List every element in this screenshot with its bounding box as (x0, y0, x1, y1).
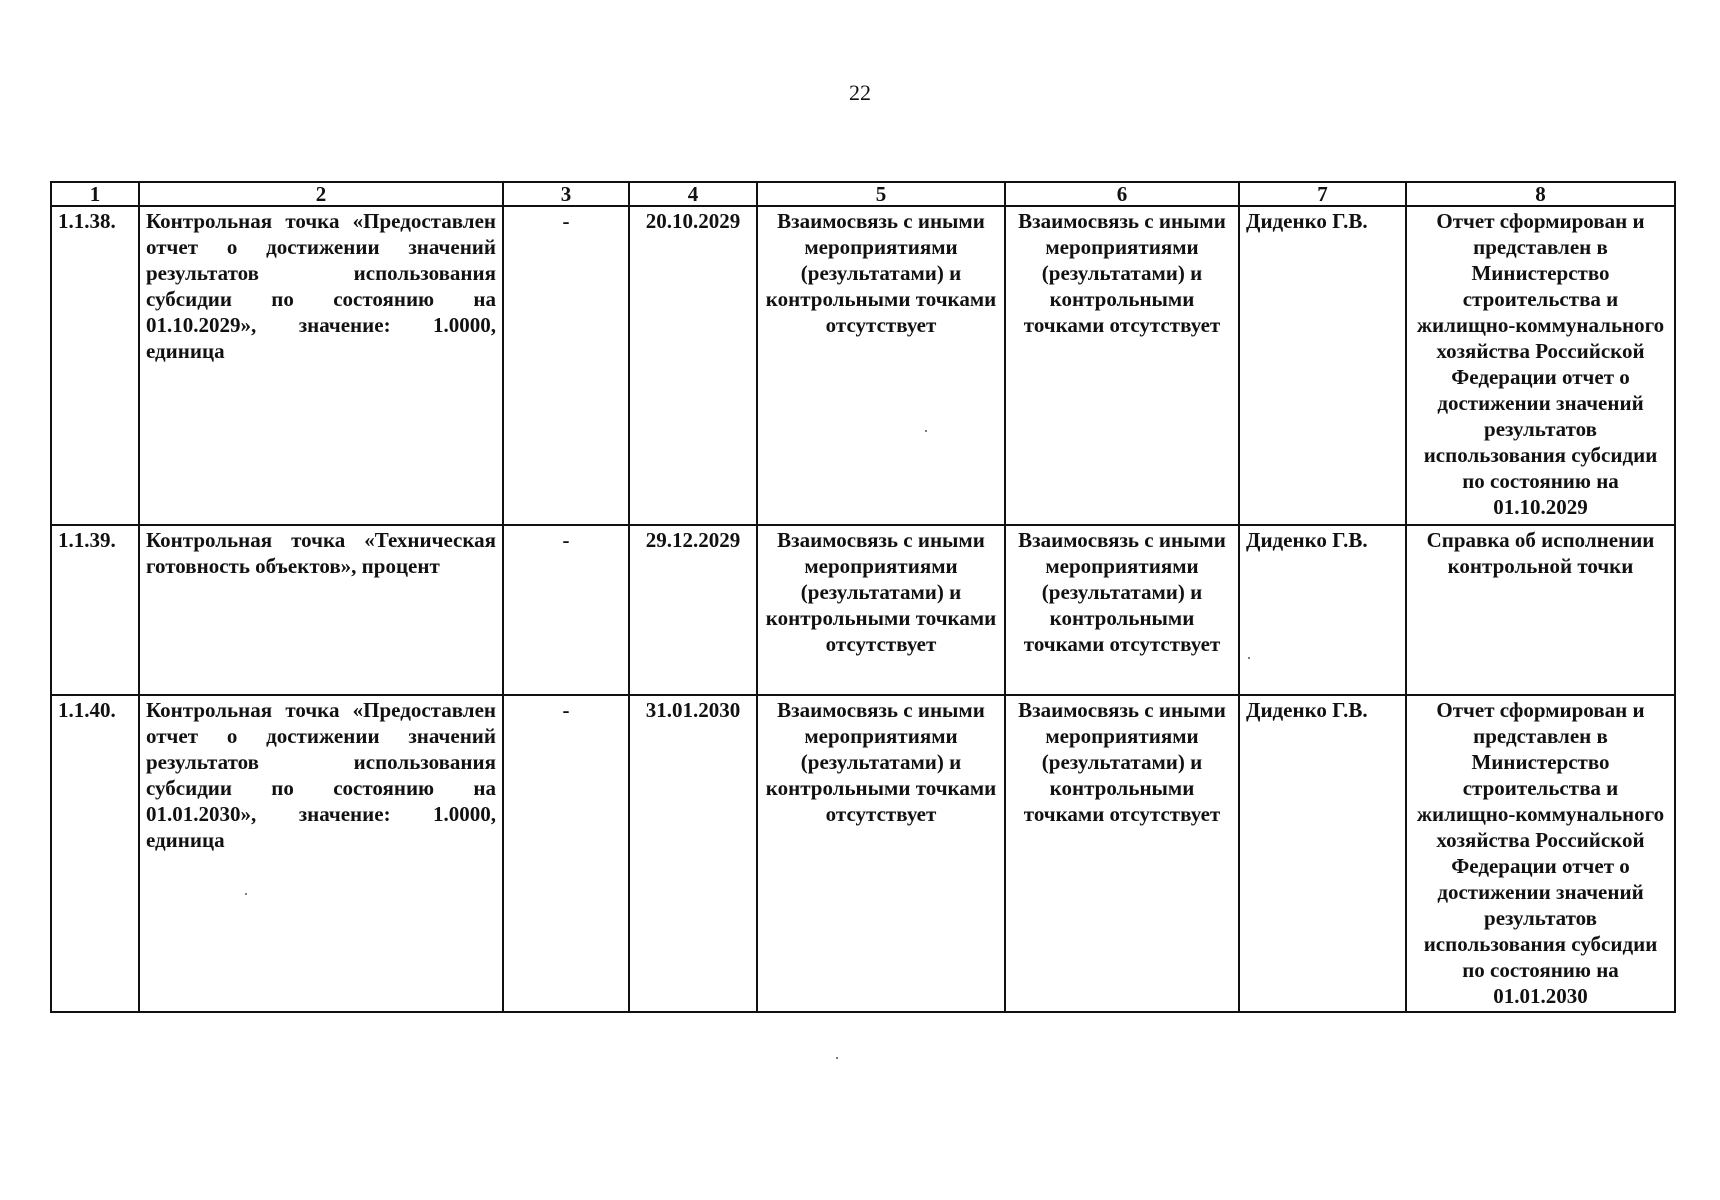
row-number: 1.1.40. (51, 695, 139, 1012)
result-description: Отчет сформирован и представлен в Министерство строительства и жилищно-коммунального хозяйства Российской Федерации отчет о достижении значений результатов использования субсидии по состоянию на 01.10.2029 (1406, 206, 1675, 525)
column-header-7: 7 (1239, 182, 1406, 206)
due-date: 31.01.2030 (629, 695, 757, 1012)
relation-activities: Взаимосвязь с иными мероприятиями (результатами) и контрольными точками отсутствует (757, 525, 1005, 695)
due-date: 29.12.2029 (629, 525, 757, 695)
column-header-2: 2 (139, 182, 503, 206)
scan-speck (1248, 657, 1250, 659)
relation-activities: Взаимосвязь с иными мероприятиями (результатами) и контрольными точками отсутствует (757, 695, 1005, 1012)
scan-speck (836, 1057, 838, 1059)
checkpoint-name: Контрольная точка «Предоставлен отчет о достижении значений результатов использования субсидии по состоянию на 01.10.2029», значение: 1.0000, единица (139, 206, 503, 525)
responsible-person: Диденко Г.В. (1239, 525, 1406, 695)
scan-speck (925, 430, 927, 432)
column-header-6: 6 (1005, 182, 1239, 206)
relation-activities: Взаимосвязь с иными мероприятиями (результатами) и контрольными точками отсутствует (757, 206, 1005, 525)
responsible-person: Диденко Г.В. (1239, 695, 1406, 1012)
page-number: 22 (849, 80, 871, 105)
table-row (51, 525, 1675, 695)
relation-results: Взаимосвязь с иными мероприятиями (результатами) и контрольными точками отсутствует (1005, 206, 1239, 525)
column-header-3: 3 (503, 182, 629, 206)
column-header-5: 5 (757, 182, 1005, 206)
checkpoint-name: Контрольная точка «Предоставлен отчет о достижении значений результатов использования субсидии по состоянию на 01.01.2030», значение: 1.0000, единица (139, 695, 503, 1012)
checkpoint-table (50, 181, 1676, 1013)
row-number: 1.1.39. (51, 525, 139, 695)
column-header-8: 8 (1406, 182, 1675, 206)
result-description: Отчет сформирован и представлен в Министерство строительства и жилищно-коммунального хозяйства Российской Федерации отчет о достижении значений результатов использования субсидии по состоянию на 01.01.2030 (1406, 695, 1675, 1012)
column-3-value: - (503, 206, 629, 525)
relation-results: Взаимосвязь с иными мероприятиями (результатами) и контрольными точками отсутствует (1005, 695, 1239, 1012)
table-row (51, 695, 1675, 1012)
column-header-4: 4 (629, 182, 757, 206)
checkpoint-name: Контрольная точка «Техническая готовность объектов», процент (139, 525, 503, 695)
responsible-person: Диденко Г.В. (1239, 206, 1406, 525)
table-row (51, 206, 1675, 525)
row-number: 1.1.38. (51, 206, 139, 525)
due-date: 20.10.2029 (629, 206, 757, 525)
column-header-1: 1 (51, 182, 139, 206)
column-3-value: - (503, 525, 629, 695)
header-row (51, 182, 1675, 206)
result-description: Справка об исполнении контрольной точки (1406, 525, 1675, 695)
column-3-value: - (503, 695, 629, 1012)
scan-speck (245, 893, 247, 895)
relation-results: Взаимосвязь с иными мероприятиями (результатами) и контрольными точками отсутствует (1005, 525, 1239, 695)
